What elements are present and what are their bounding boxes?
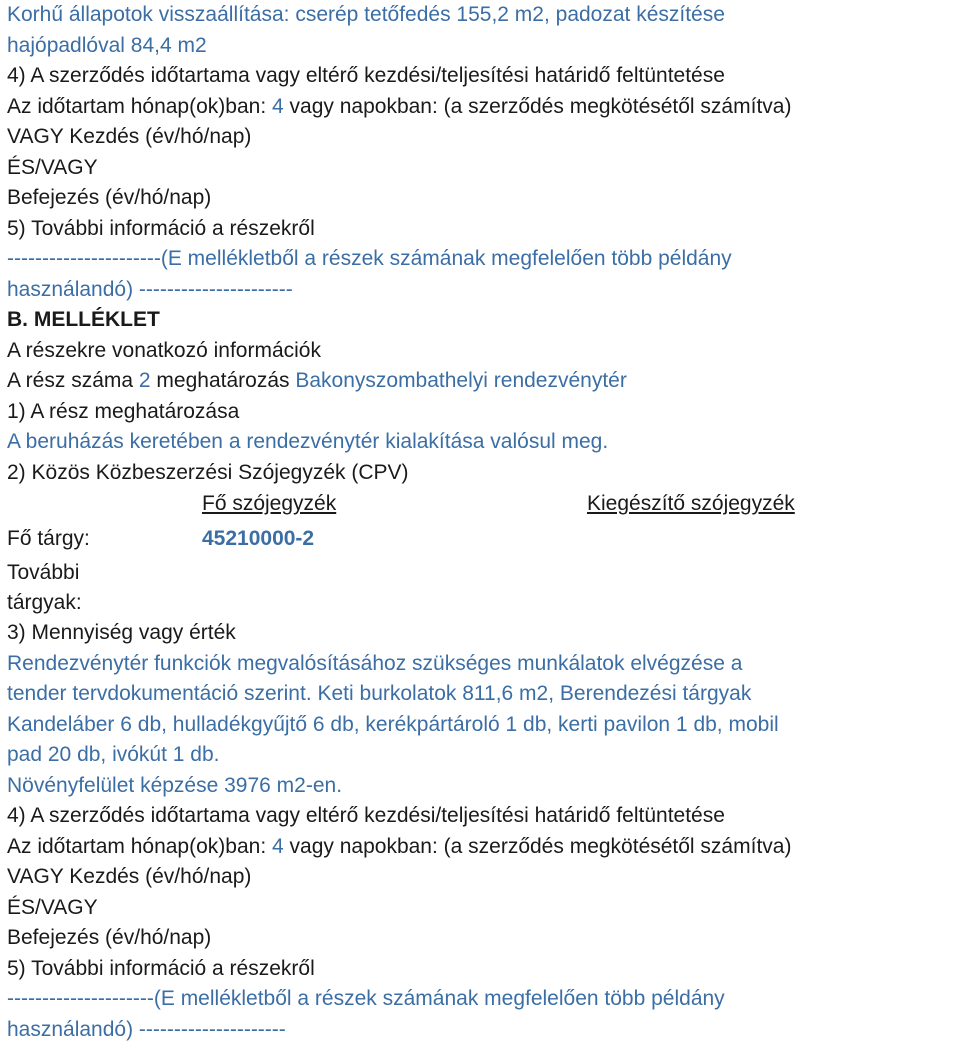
info1-dash-line-1: ----------------------(E mellékletből a részek számának megfelelően több példány — [7, 247, 732, 270]
duration1-suffix: vagy napokban: (a szerződés megkötésétől számítva) — [289, 94, 792, 118]
info2-dash-line-1: ---------------------(E mellékletből a részek számának megfelelően több példány — [7, 987, 725, 1010]
duration1-andor: ÉS/VAGY — [7, 155, 98, 179]
quantity-heading: 3) Mennyiség vagy érték — [7, 621, 236, 644]
info2-dash-line-2: használandó) --------------------- — [7, 1017, 286, 1041]
info1-heading: 5) További információ a részekről — [7, 216, 315, 240]
quantity-line-4: pad 20 db, ivókút 1 db. — [7, 743, 220, 766]
duration2-months-line — [7, 832, 960, 863]
info2-heading: 5) További információ a részekről — [7, 956, 315, 980]
definition-text: A beruházás keretében a rendezvénytér kialakítása valósul meg. — [7, 430, 609, 453]
cpv-main-label: Fő tárgy: — [7, 527, 90, 550]
duration1-heading: 4) A szerződés időtartama vagy eltérő kezdési/teljesítési határidő feltüntetése — [7, 64, 725, 87]
cpv-main-code: 45210000-2 — [202, 527, 315, 550]
duration2-andor: ÉS/VAGY — [7, 895, 98, 919]
cpv-main-vocab-header: Fő szójegyzék — [202, 492, 337, 515]
quantity-line-2: tender tervdokumentáció szerint. Keti burkolatok 811,6 m2, Berendezési tárgyak — [7, 682, 752, 705]
cpv-heading: 2) Közös Közbeszerzési Szójegyzék (CPV) — [7, 460, 409, 484]
duration2-suffix: vagy napokban: (a szerződés megkötésétől számítva) — [289, 834, 792, 858]
section1-line-1: Korhű állapotok visszaállítása: cserép tetőfedés 155,2 m2, padozat készítése — [7, 3, 725, 26]
part-number-line — [7, 366, 960, 397]
part-number-value: 2 — [138, 369, 151, 392]
duration2-prefix: Az időtartam hónap(ok)ban: — [7, 834, 267, 858]
duration1-months-value: 4 — [272, 94, 284, 118]
duration1-end: Befejezés (év/hó/nap) — [7, 186, 212, 209]
part-mid: meghatározás — [156, 369, 290, 392]
duration2-start: VAGY Kezdés (év/hó/nap) — [7, 865, 252, 888]
quantity-line-1: Rendezvénytér funkciók megvalósításához szükséges munkálatok elvégzése a — [7, 651, 743, 675]
duration1-months-line — [7, 92, 960, 123]
info1-dash-line-2: használandó) ---------------------- — [7, 277, 293, 301]
annex-subtitle: A részekre vonatkozó információk — [7, 338, 321, 362]
quantity-line-3: Kandeláber 6 db, hulladékgyűjtő 6 db, kerékpártároló 1 db, kerti pavilon 1 db, mobil — [7, 712, 779, 736]
section1-line-2: hajópadlóval 84,4 m2 — [7, 33, 207, 57]
duration1-prefix: Az időtartam hónap(ok)ban: — [7, 94, 267, 118]
cpv-further-label-2: tárgyak: — [7, 591, 82, 614]
cpv-further-label — [7, 558, 960, 618]
part-name-value: Bakonyszombathelyi rendezvénytér — [295, 369, 627, 392]
duration2-end: Befejezés (év/hó/nap) — [7, 926, 212, 949]
duration2-months-value: 4 — [272, 834, 284, 858]
cpv-further-label-1: További — [7, 561, 80, 584]
annex-title: B. MELLÉKLET — [7, 308, 160, 331]
quantity-line-5: Növényfelület képzése 3976 m2-en. — [7, 773, 343, 797]
cpv-main-row — [7, 522, 960, 556]
cpv-extra-vocab-header: Kiegészítő szójegyzék — [587, 492, 795, 515]
duration2-heading: 4) A szerződés időtartama vagy eltérő kezdési/teljesítési határidő feltüntetése — [7, 804, 725, 827]
part-prefix: A rész száma — [7, 369, 134, 392]
definition-heading: 1) A rész meghatározása — [7, 399, 240, 423]
duration1-start: VAGY Kezdés (év/hó/nap) — [7, 125, 252, 148]
cpv-column-headers — [7, 488, 960, 522]
